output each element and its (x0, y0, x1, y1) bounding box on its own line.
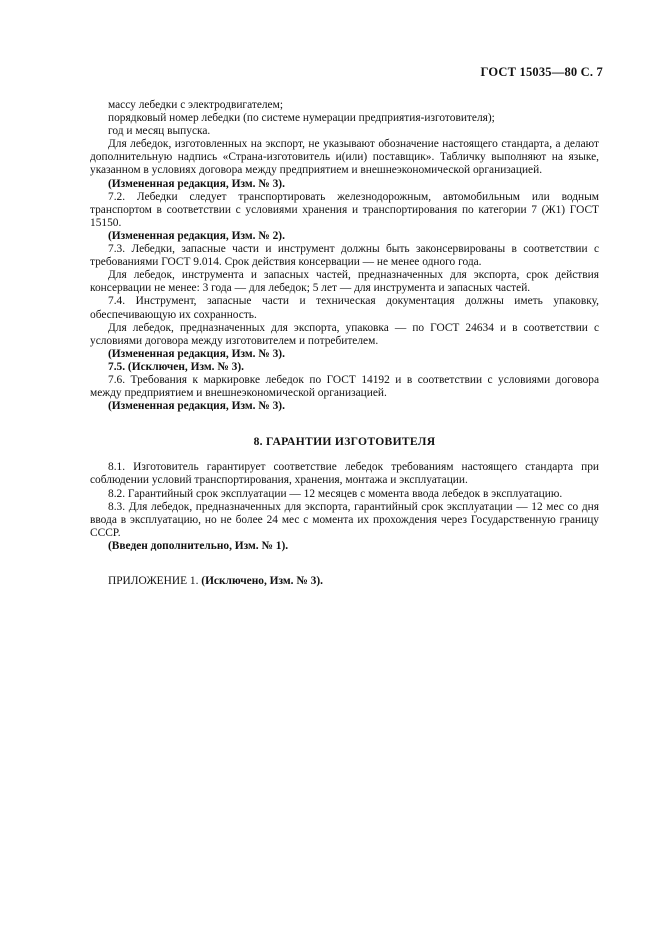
list-item-mass: массу лебедки с электродвигателем; (108, 99, 283, 111)
clause-8-2: 8.2. Гарантийный срок эксплуатации — 12 месяцев с момента ввода лебедок в эксплуатацию. (108, 487, 563, 500)
paragraph-export-marking: Для лебедок, изготовленных на экспорт, не указывают обозначение настоящего стандарта, а делают дополнительную надпись «Страна-изготовитель и(или) поставщик». Табличку выполняют на языке, указанном в условиях договора между предприятием и внешнеэкономической организацией. (90, 138, 599, 177)
clause-7-4: 7.4. Инструмент, запасные части и техническая документация должны иметь упаковку, обеспечивающую их сохранность. (90, 295, 599, 321)
paragraph-export-preservation: Для лебедок, инструмента и запасных частей, предназначенных для экспорта, срок действия консервации не менее: 3 года — для лебедок; 5 лет — для инструмента и запасных частей. (90, 269, 599, 295)
amendment-note: (Измененная редакция, Изм. № 3). (108, 177, 285, 190)
clause-8-1: 8.1. Изготовитель гарантирует соответствие лебедок требованиям настоящего стандарта при соблюдении условий транспортирования, хранения, монтажа и эксплуатации. (90, 461, 599, 487)
amendment-note: (Измененная редакция, Изм. № 2). (108, 229, 285, 242)
clause-7-3: 7.3. Лебедки, запасные части и инструмент должны быть законсервированы в соответствии с требованиями ГОСТ 9.014. Срок действия консервации — не менее одного года. (90, 243, 599, 269)
appendix-label: ПРИЛОЖЕНИЕ 1. (108, 575, 199, 587)
page-header: ГОСТ 15035—80 С. 7 (480, 65, 603, 79)
amendment-note: (Введен дополнительно, Изм. № 1). (108, 539, 289, 552)
clause-8-3: 8.3. Для лебедок, предназначенных для экспорта, гарантийный срок эксплуатации — 12 мес со дня ввода в эксплуатацию, но не более 24 мес с момента их прохождения через Государственную границу СССР. (90, 500, 599, 539)
appendix-line (90, 575, 599, 588)
clause-7-5: 7.5. (Исключен, Изм. № 3). (108, 360, 244, 373)
list-item-serial-number: порядковый номер лебедки (по системе нумерации предприятия-изготовителя); (108, 112, 495, 125)
clause-7-6: 7.6. Требования к маркировке лебедок по ГОСТ 14192 и в соответствии с условиями договора между предприятием и внешнеэкономической организацией. (90, 373, 599, 400)
appendix-note: (Исключено, Изм. № 3). (201, 575, 324, 587)
amendment-note: (Измененная редакция, Изм. № 3). (108, 347, 285, 360)
section-title: 8. ГАРАНТИИ ИЗГОТОВИТЕЛЯ (253, 435, 436, 449)
document-body (90, 99, 599, 588)
paragraph-export-packaging: Для лебедок, предназначенных для экспорта, упаковка — по ГОСТ 24634 и в соответствии с условиями договора между изготовителем и потребителем. (90, 321, 599, 347)
amendment-note: (Измененная редакция, Изм. № 3). (108, 400, 285, 413)
clause-7-2: 7.2. Лебедки следует транспортировать железнодорожным, автомобильным или водным транспортом в соответствии с условиями хранения и транспортирования по категории 7 (Ж1) ГОСТ 15150. (90, 190, 599, 229)
list-item-year-month: год и месяц выпуска. (108, 125, 211, 138)
